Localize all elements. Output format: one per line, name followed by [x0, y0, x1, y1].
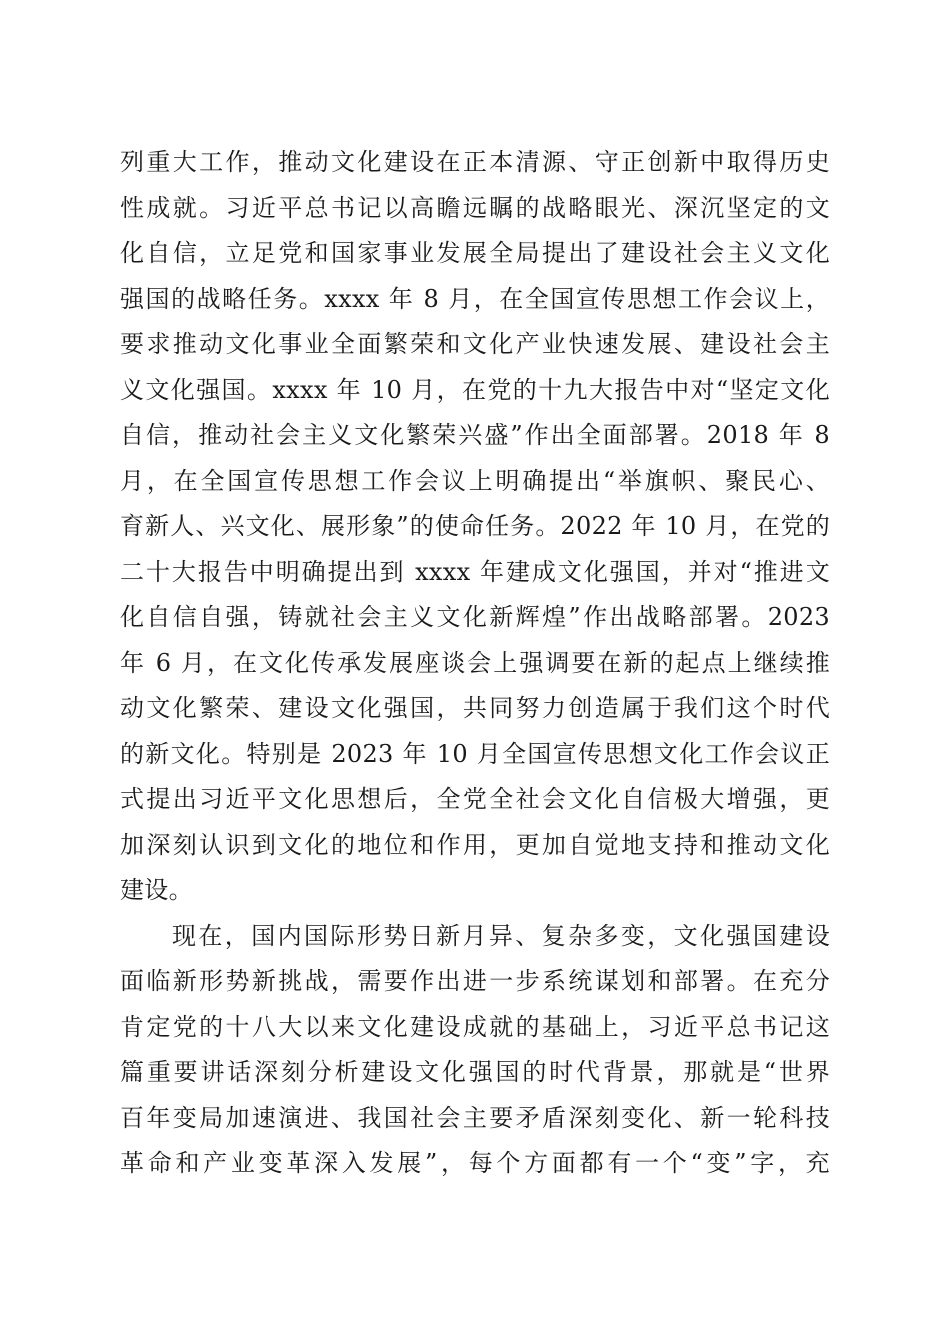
text-line: 义文化强国。xxxx 年 10 月，在党的十九大报告中对“坚定文化: [120, 375, 830, 404]
text-line: 化自信自强，铸就社会主义文化新辉煌”作出战略部署。2023: [120, 603, 830, 631]
text-line: 性成就。习近平总书记以高瞻远瞩的战略眼光、深沉坚定的文: [120, 193, 830, 222]
text-line: 化自信，立足党和国家事业发展全局提出了建设社会主义文化: [120, 239, 830, 267]
text-line: 式提出习近平文化思想后，全党全社会文化自信极大增强，更: [120, 785, 830, 813]
text-line: 强国的战略任务。xxxx 年 8 月，在全国宣传思想工作会议上，: [120, 284, 830, 313]
text-line: 革命和产业变革深入发展”，每个方面都有一个“变”字，充: [120, 1149, 830, 1177]
text-line: 育新人、兴文化、展形象”的使命任务。2022 年 10 月，在党的: [120, 512, 830, 540]
text-line: 年 6 月，在文化传承发展座谈会上强调要在新的起点上继续推: [120, 648, 830, 677]
text-line: 篇重要讲话深刻分析建设文化强国的时代背景，那就是“世界: [120, 1058, 830, 1086]
text-line: 现在，国内国际形势日新月异、复杂多变，文化强国建设: [172, 921, 830, 950]
text-line: 百年变局加速演进、我国社会主要矛盾深刻变化、新一轮科技: [120, 1103, 830, 1132]
document-body: [120, 140, 830, 1187]
text-line: 面临新形势新挑战，需要作出进一步系统谋划和部署。在充分: [120, 967, 830, 995]
text-line: 月，在全国宣传思想工作会议上明确提出“举旗帜、聚民心、: [120, 466, 830, 495]
text-line: 动文化繁荣、建设文化强国，共同努力创造属于我们这个时代: [120, 694, 830, 722]
text-line: 自信，推动社会主义文化繁荣兴盛”作出全面部署。2018 年 8: [120, 421, 830, 449]
text-line: 加深刻认识到文化的地位和作用，更加自觉地支持和推动文化: [120, 830, 830, 859]
text-line: 要求推动文化事业全面繁荣和文化产业快速发展、建设社会主: [120, 330, 830, 358]
text-line: 列重大工作，推动文化建设在正本清源、守正创新中取得历史: [120, 148, 830, 176]
text-line: 的新文化。特别是 2023 年 10 月全国宣传思想文化工作会议正: [120, 739, 830, 768]
text-line: 建设。: [120, 876, 193, 904]
text-line: 肯定党的十八大以来文化建设成就的基础上，习近平总书记这: [120, 1012, 830, 1041]
text-line: 二十大报告中明确提出到 xxxx 年建成文化强国，并对“推进文: [120, 557, 830, 586]
